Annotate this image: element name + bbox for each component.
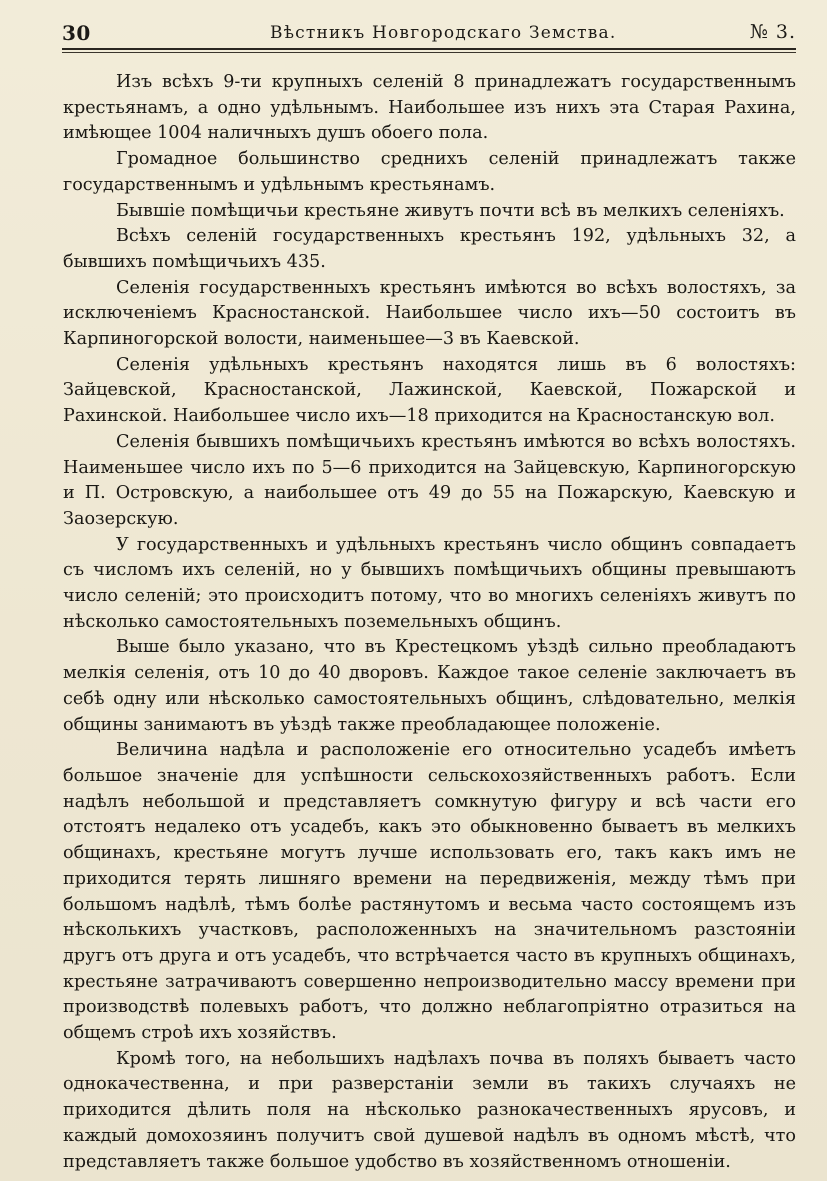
paragraph: Всѣхъ селеній государственныхъ крестьянъ 192, удѣльныхъ 32, а бывшихъ помѣщичьихъ 435. [63, 226, 796, 272]
paragraph: Изъ всѣхъ 9-ти крупныхъ селеній 8 принадлежатъ государственнымъ крестьянамъ, а одно удѣльнымъ. Наибольшее изъ нихъ эта Старая Рахина, имѣющее 1004 наличныхъ душъ обоего пола. [63, 72, 796, 144]
journal-title: Вѣстникъ Новгородскаго Земства. [270, 23, 617, 43]
body-text [63, 70, 796, 1175]
paragraph: Бывшіе помѣщичьи крестьяне живутъ почти всѣ въ мелкихъ селеніяхъ. [116, 200, 785, 221]
paragraph: Селенія бывшихъ помѣщичьихъ крестьянъ имѣются во всѣхъ волостяхъ. Наименьшее число ихъ по 5—6 приходится на Зайцевскую, Карпиногорскую и П. Островскую, а наибольшее отъ 49 до 55 на Пожарскую, Каевскую и Заозерскую. [63, 431, 796, 529]
paragraph: Громадное большинство среднихъ селеній принадлежатъ также государственнымъ и удѣльнымъ крестьянамъ. [63, 149, 796, 195]
issue-number: № 3. [749, 21, 796, 43]
header-rule [62, 48, 796, 50]
running-header [62, 21, 796, 49]
paragraph: Величина надѣла и расположеніе его относительно усадебъ имѣетъ большое значеніе для успѣшности сельскохозяйственныхъ работъ. Если надѣлъ небольшой и представляетъ сомкнутую фигуру и всѣ части его отстоятъ недалеко отъ усадебъ, какъ это обыкновенно бываетъ въ мелкихъ общинахъ, крестьяне могутъ лучше использовать его, такъ какъ имъ не приходится терять лишняго времени на передвиженія, между тѣмъ при большомъ надѣлѣ, тѣмъ болѣе растянутомъ и весьма часто состоящемъ изъ нѣсколькихъ участковъ, расположенныхъ на значительномъ разстояніи другъ отъ друга и отъ усадебъ, что встрѣчается часто въ крупныхъ общинахъ, крестьяне затрачиваютъ совершенно непроизводительно массу времени при производствѣ полевыхъ работъ, что должно неблагопріятно отразиться на общемъ строѣ ихъ хозяйствъ. [63, 740, 796, 1044]
paragraph: У государственныхъ и удѣльныхъ крестьянъ число общинъ совпадаетъ съ числомъ ихъ селеній, но у бывшихъ помѣщичьихъ общины превышаютъ число селеній; это происходитъ потому, что во многихъ селеніяхъ живутъ по нѣсколько самостоятельныхъ поземельныхъ общинъ. [63, 534, 796, 632]
page-number: 30 [62, 21, 91, 45]
paragraph: Кромѣ того, на небольшихъ надѣлахъ почва въ поляхъ бываетъ часто однокачественна, и при разверстаніи земли въ такихъ случаяхъ не приходится дѣлить поля на нѣсколько разнокачественныхъ ярусовъ, и каждый домохозяинъ получитъ свой душевой надѣлъ въ одномъ мѣстѣ, что представляетъ также большое удобство въ хозяйственномъ отношеніи. [63, 1048, 796, 1172]
paragraph: Выше было указано, что въ Крестецкомъ уѣздѣ сильно преобладаютъ мелкія селенія, отъ 10 до 40 дворовъ. Каждое такое селеніе заключаетъ въ себѣ одну или нѣсколько самостоятельныхъ общинъ, слѣдовательно, мелкія общины занимаютъ въ уѣздѣ также преобладающее положеніе. [63, 637, 796, 735]
paragraph: Селенія государственныхъ крестьянъ имѣются во всѣхъ волостяхъ, за исключеніемъ Красностанской. Наибольшее число ихъ—50 состоитъ въ Карпиногорской волости, наименьшее—3 въ Каевской. [63, 277, 796, 350]
header-rule-thin [62, 52, 796, 53]
paragraph: Селенія удѣльныхъ крестьянъ находятся лишь въ 6 волостяхъ: Зайцевской, Красностанской, Лажинской, Каевской, Пожарской и Рахинской. Наибольшее число ихъ—18 приходится на Красностанскую вол. [63, 354, 796, 427]
